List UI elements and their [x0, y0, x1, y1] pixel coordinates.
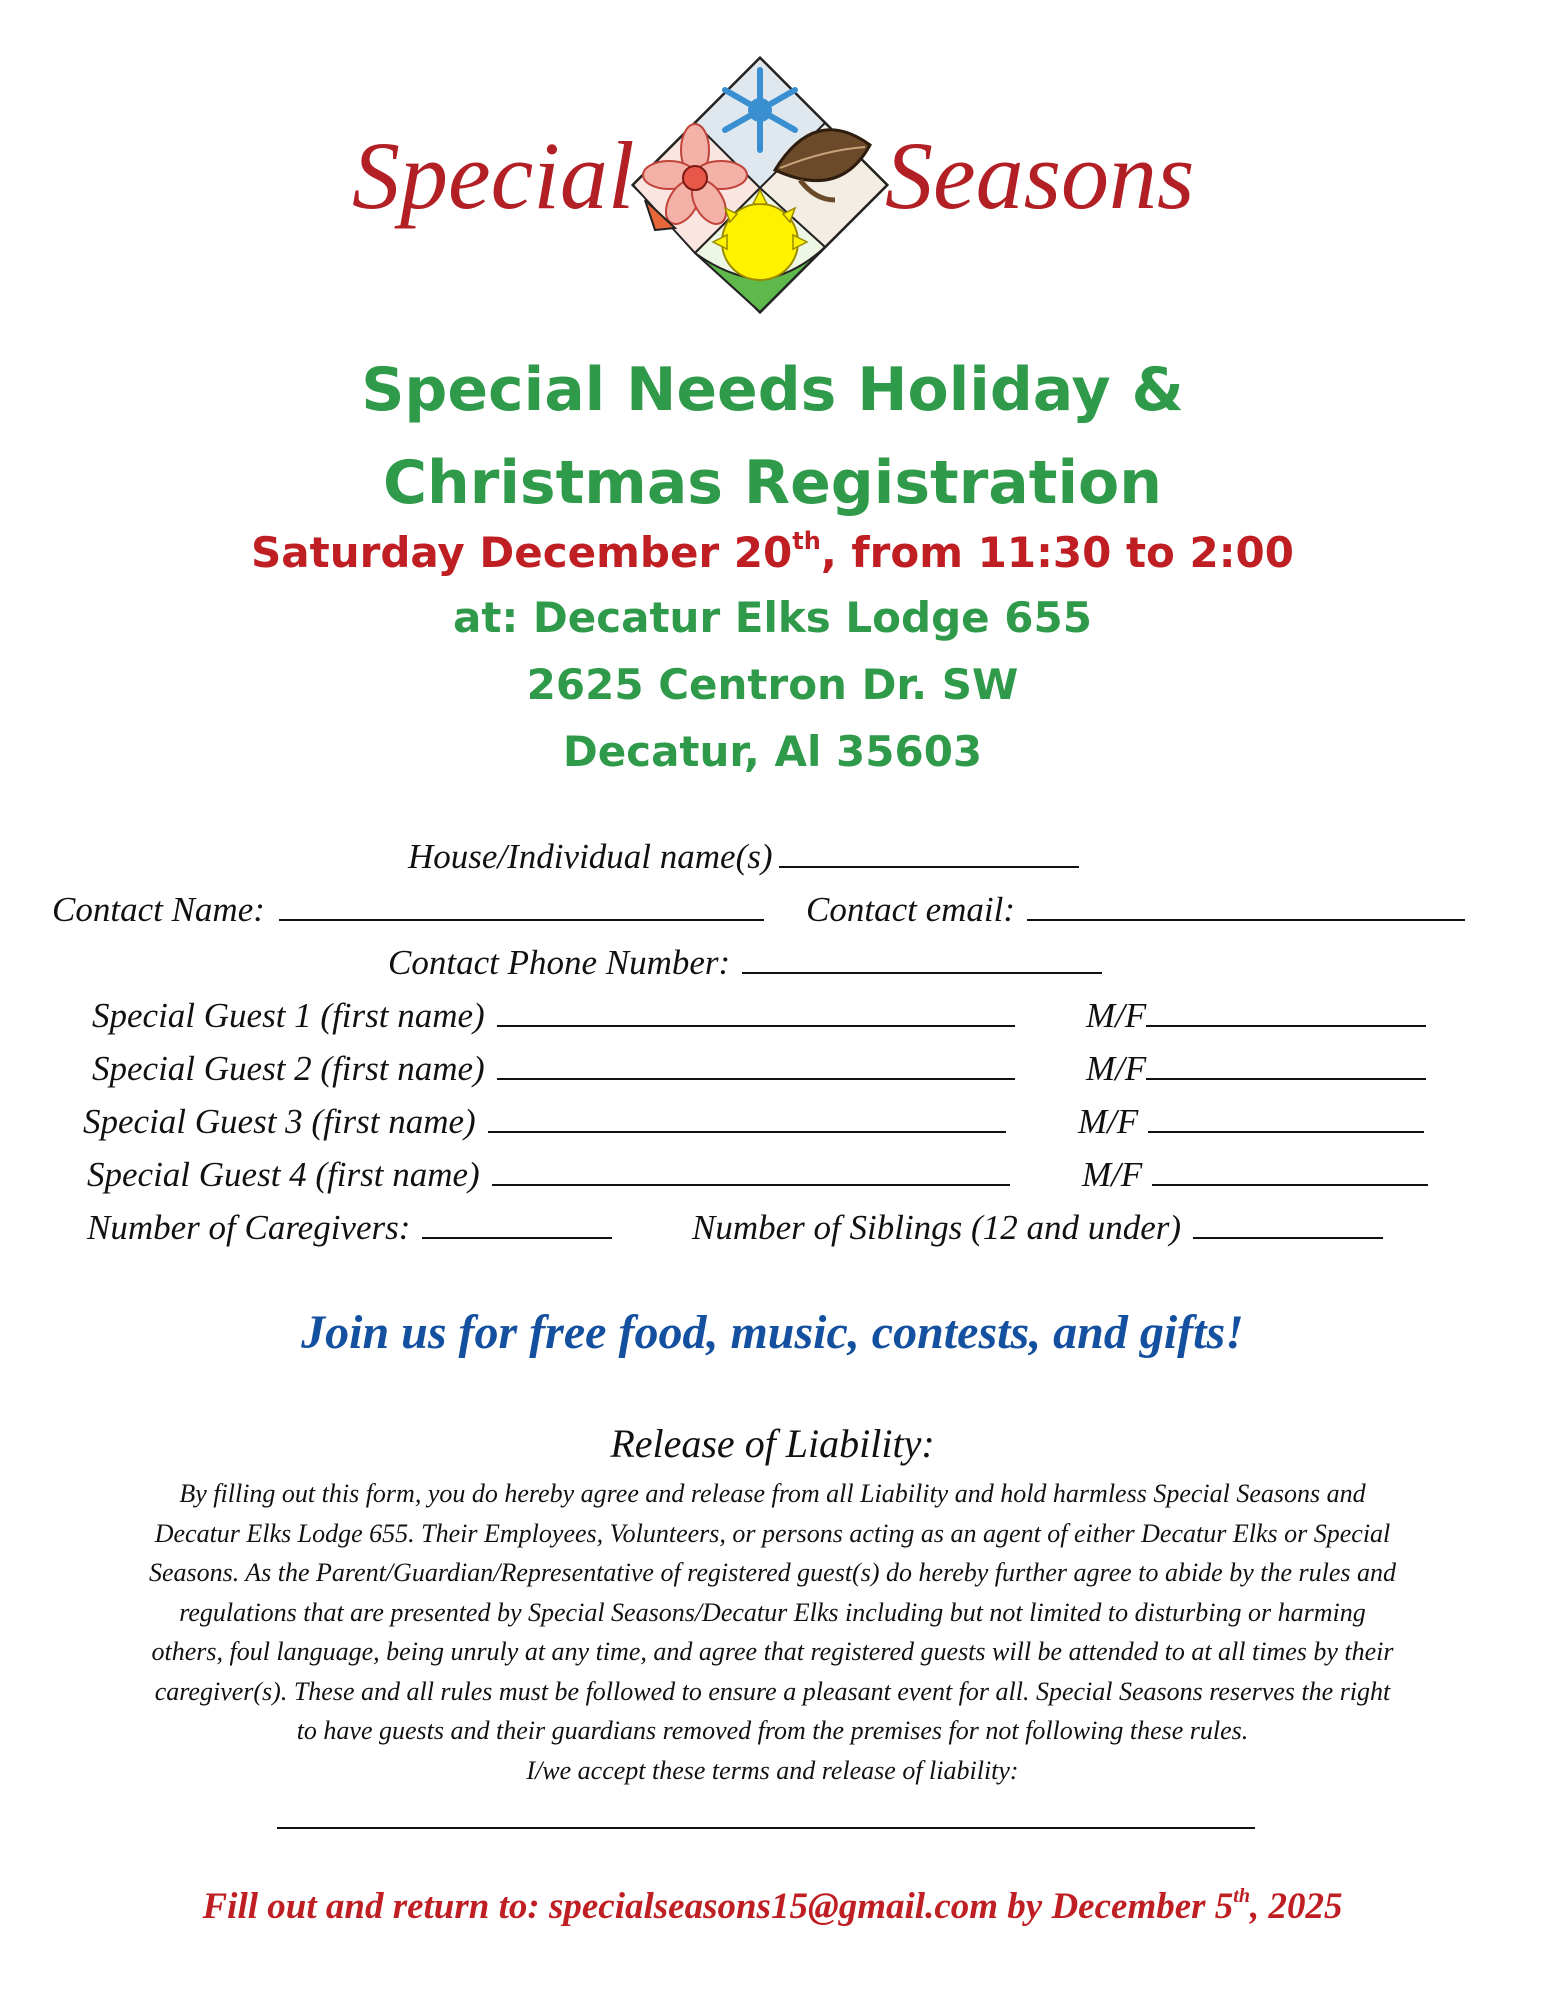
guest-3-label: Special Guest 3 (first name): [83, 1102, 476, 1141]
guest-1-gender-label: M/F: [1086, 996, 1147, 1035]
guest-1-label: Special Guest 1 (first name): [92, 996, 485, 1035]
release-line: Decatur Elks Lodge 655. Their Employees, Volunteers, or persons acting as an agent of either Decatur Elks or Special: [154, 1518, 1391, 1548]
release-line: caregiver(s). These and all rules must be followed to ensure a pleasant event for all. Special Seasons reserves the right: [154, 1676, 1391, 1706]
guest-row-2: [92, 1047, 1015, 1091]
guest-2-gender-label: M/F: [1086, 1049, 1147, 1088]
contact-name-row: [52, 888, 764, 932]
event-street: 2625 Centron Dr. SW: [526, 660, 1019, 709]
event-date-ordinal: th: [792, 527, 821, 555]
release-line: others, foul language, being unruly at any time, and agree that registered guests will be attended to at all times by their: [151, 1637, 1394, 1666]
contact-name-label: Contact Name:: [52, 890, 265, 929]
event-venue: at: Decatur Elks Lodge 655: [453, 593, 1092, 642]
siblings-row: [692, 1206, 1383, 1250]
release-line: to have guests and their guardians removed from the premises for not following these rules.: [296, 1716, 1249, 1745]
page-title-line1: Special Needs Holiday &: [361, 355, 1184, 425]
special-seasons-logo: [0, 50, 1545, 320]
contact-phone-field[interactable]: [742, 942, 1102, 974]
guest-4-gender: [1082, 1153, 1428, 1197]
guest-1-name-field[interactable]: [497, 995, 1015, 1027]
contact-phone-label: Contact Phone Number:: [388, 943, 731, 982]
siblings-field[interactable]: [1193, 1207, 1383, 1239]
seasons-puzzle-icon: [625, 50, 895, 320]
guest-2-gender-field[interactable]: [1146, 1048, 1426, 1080]
release-line: By filling out this form, you do hereby agree and release from all Liability and hold harmless Special Seasons and: [179, 1479, 1366, 1508]
guest-2-gender: [1086, 1047, 1426, 1091]
page-title-line2: Christmas Registration: [383, 448, 1162, 518]
guest-row-3: [83, 1100, 1006, 1144]
release-title: Release of Liability:: [610, 1421, 935, 1466]
release-line: Seasons. As the Parent/Guardian/Representative of registered guest(s) do hereby further agree to abide by the rules and: [148, 1558, 1397, 1587]
guest-3-name-field[interactable]: [488, 1101, 1006, 1133]
guest-4-label: Special Guest 4 (first name): [87, 1155, 480, 1194]
return-instructions-prefix: Fill out and return to: specialseasons15@gmail.com by December 5: [202, 1886, 1234, 1927]
signature-field[interactable]: [277, 1827, 1255, 1829]
event-date: [0, 528, 1545, 577]
guest-3-gender-field[interactable]: [1148, 1101, 1424, 1133]
contact-phone-row: [388, 941, 1102, 985]
guest-4-gender-field[interactable]: [1152, 1154, 1428, 1186]
logo-word-seasons: Seasons: [885, 122, 1195, 229]
guest-1-gender: [1086, 994, 1426, 1038]
return-instructions-rest: , 2025: [1249, 1886, 1343, 1927]
siblings-label: Number of Siblings (12 and under): [692, 1208, 1182, 1247]
release-accept-line: I/we accept these terms and release of liability:: [526, 1755, 1019, 1785]
return-instructions: [0, 1885, 1545, 1928]
house-name-label: House/Individual name(s): [408, 837, 773, 876]
guest-3-gender-label: M/F: [1078, 1102, 1139, 1141]
guest-2-name-field[interactable]: [497, 1048, 1015, 1080]
event-city: Decatur, Al 35603: [562, 727, 983, 776]
house-name-field[interactable]: [779, 836, 1079, 868]
event-date-prefix: Saturday December 20: [251, 528, 793, 577]
caregivers-row: [87, 1206, 612, 1250]
event-date-rest: , from 11:30 to 2:00: [820, 528, 1294, 577]
guest-4-name-field[interactable]: [492, 1154, 1010, 1186]
caregivers-field[interactable]: [422, 1207, 612, 1239]
guest-row-1: [92, 994, 1015, 1038]
return-date-ordinal: th: [1233, 1885, 1250, 1907]
release-line: regulations that are presented by Special Seasons/Decatur Elks including but not limited to disturbing or harming: [179, 1597, 1366, 1627]
contact-email-row: [806, 888, 1465, 932]
contact-name-field[interactable]: [279, 889, 764, 921]
caregivers-label: Number of Caregivers:: [87, 1208, 411, 1247]
guest-3-gender: [1078, 1100, 1424, 1144]
join-us-tagline: Join us for free food, music, contests, and gifts!: [301, 1306, 1244, 1359]
contact-email-label: Contact email:: [806, 890, 1015, 929]
release-body: [30, 1474, 1515, 1790]
logo-word-special: Special: [352, 122, 635, 229]
guest-4-gender-label: M/F: [1082, 1155, 1143, 1194]
guest-1-gender-field[interactable]: [1146, 995, 1426, 1027]
guest-2-label: Special Guest 2 (first name): [92, 1049, 485, 1088]
guest-row-4: [87, 1153, 1010, 1197]
house-name-row: [408, 835, 1079, 879]
contact-email-field[interactable]: [1027, 889, 1465, 921]
